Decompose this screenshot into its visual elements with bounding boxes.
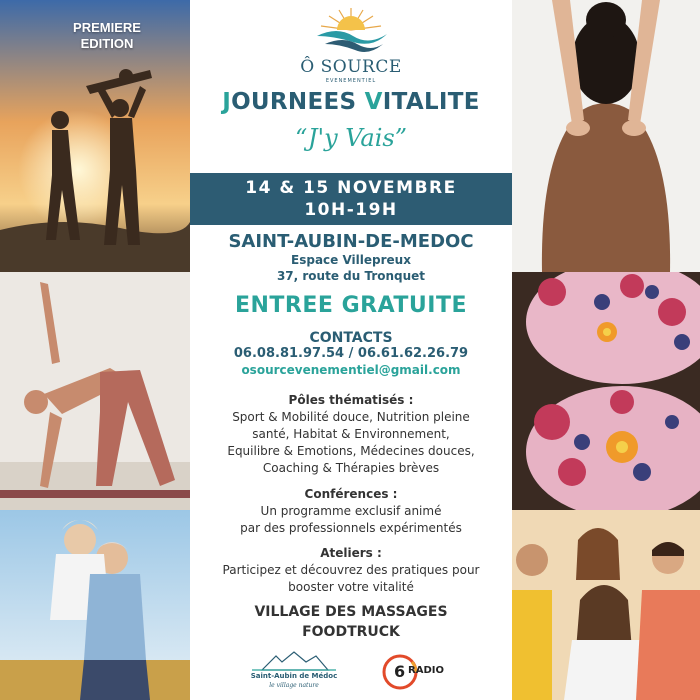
poles-line: santé, Habitat & Environnement, — [252, 427, 450, 441]
poles-line: Coaching & Thérapies brèves — [262, 461, 440, 475]
title-initial-j: J — [222, 89, 232, 115]
ateliers-heading: Ateliers : — [320, 546, 382, 560]
event-city: SAINT-AUBIN-DE-MEDOC — [228, 231, 474, 252]
title-part-italite: ITALITE — [382, 89, 480, 115]
contact-phones[interactable]: 06.08.81.97.54 / 06.61.62.26.79 — [233, 346, 469, 361]
yoga-photo — [0, 272, 190, 510]
saint-aubin-logo — [242, 648, 346, 696]
radio-logo — [382, 652, 456, 692]
premiere-edition-badge — [52, 20, 162, 52]
massage-photo — [512, 0, 700, 272]
commune-name: Saint-Aubin de Médoc — [250, 672, 338, 680]
poster-center-column — [190, 0, 512, 700]
logo-tagline: EVENEMENTIEL — [325, 78, 377, 84]
badge-line1: PREMIERE — [73, 20, 141, 35]
ateliers-line: Participez et découvrez des pratiques pour — [222, 563, 480, 577]
teens-group-photo — [512, 510, 700, 700]
event-hours: 10H-19H — [304, 200, 398, 220]
badge-line2: EDITION — [80, 36, 134, 51]
poles-line: Sport & Mobilité douce, Nutrition pleine — [232, 410, 470, 424]
title-part-ournees: OURNEES — [231, 89, 365, 115]
conferences-heading: Conférences : — [304, 487, 398, 501]
foodtruck: FOODTRUCK — [302, 624, 400, 640]
event-dates: 14 & 15 NOVEMBRE — [245, 178, 457, 198]
contact-email[interactable]: osourcevenementiel@gmail.com — [241, 363, 461, 377]
event-title — [190, 89, 512, 115]
poles-heading: Pôles thématisés : — [288, 393, 414, 407]
logo-name: Ô SOURCE — [300, 57, 402, 77]
seniors-photo — [0, 510, 190, 700]
conferences-line: Un programme exclusif animé — [260, 504, 442, 518]
event-address: 37, route du Tronquet — [276, 269, 426, 283]
free-entry-banner: ENTREE GRATUITE — [234, 293, 467, 318]
event-subtitle: “J'y Vais” — [295, 124, 407, 152]
ateliers-line: booster votre vitalité — [288, 580, 414, 594]
poles-line: Equilibre & Emotions, Médecines douces, — [227, 444, 475, 458]
radio-name: RADIO — [408, 665, 444, 676]
contacts-heading: CONTACTS — [309, 330, 393, 346]
conferences-line: par des professionnels expérimentés — [240, 521, 462, 535]
date-band — [190, 173, 512, 225]
smoothie-bowl-photo — [512, 272, 700, 510]
village-massages: VILLAGE DES MASSAGES — [254, 604, 448, 620]
title-initial-v: V — [364, 89, 383, 115]
event-venue: Espace Villepreux — [291, 253, 411, 267]
o-source-logo — [303, 4, 399, 56]
radio-number: 6 — [394, 662, 406, 681]
commune-tagline: le village nature — [269, 682, 319, 689]
